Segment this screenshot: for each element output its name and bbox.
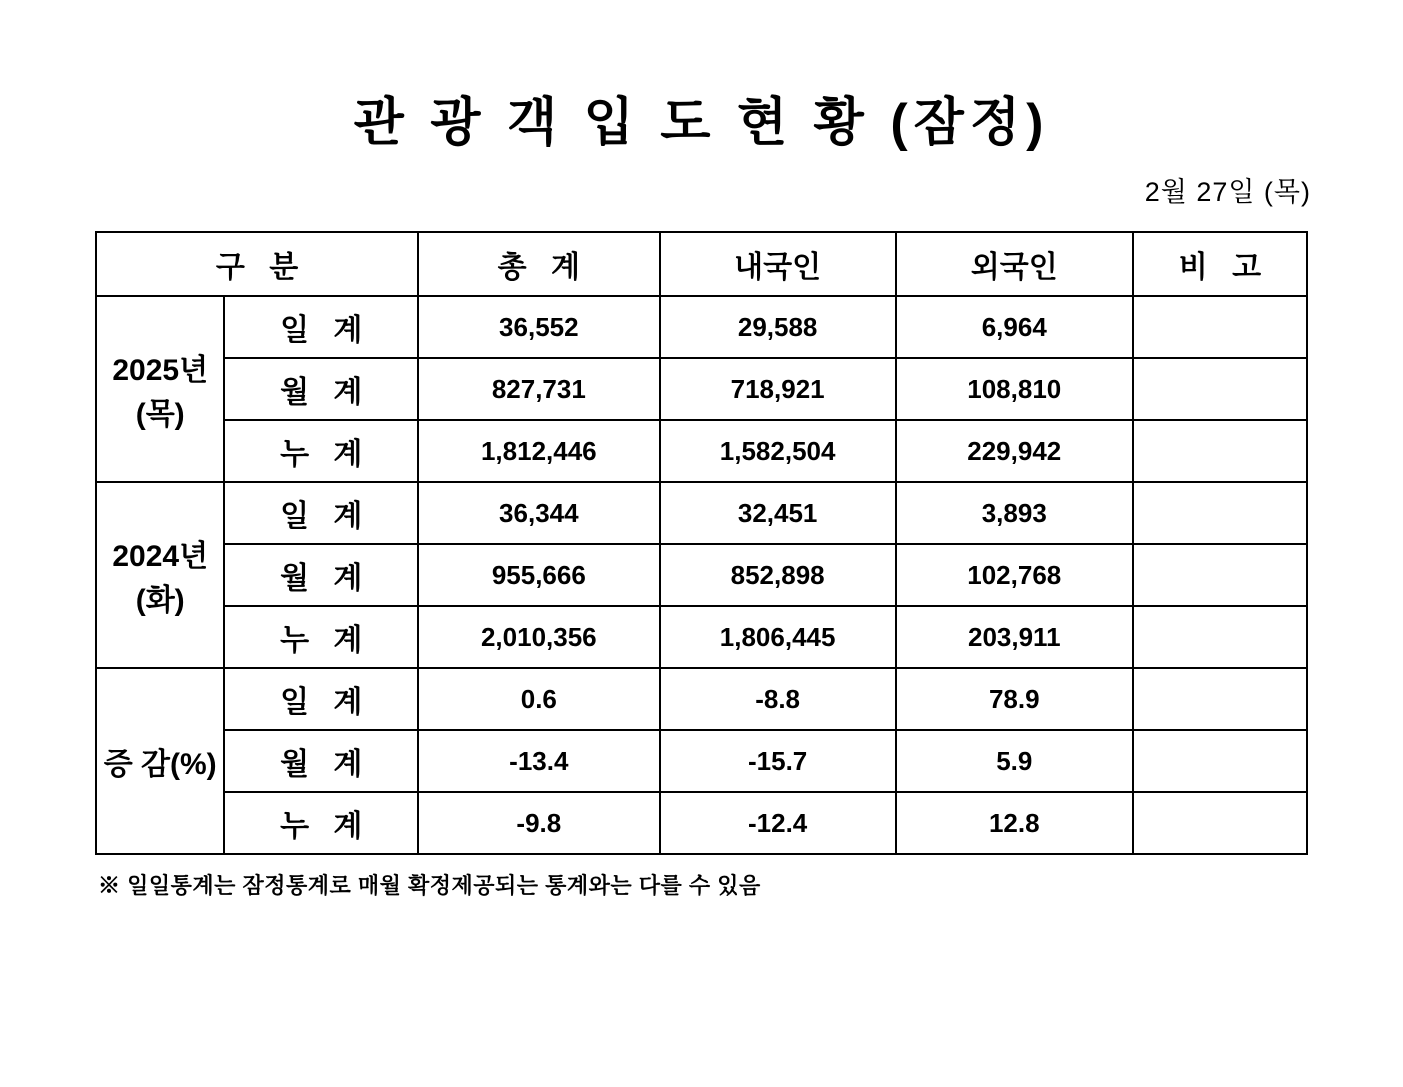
value-total: -13.4 <box>418 730 660 792</box>
document-page <box>0 95 1403 1087</box>
header-total: 총 계 <box>418 232 660 296</box>
value-foreign: 78.9 <box>896 668 1133 730</box>
value-domestic: 1,806,445 <box>660 606 896 668</box>
group-label-2: 증 감(%) <box>96 668 224 854</box>
table-row <box>96 668 1307 730</box>
value-remark <box>1133 606 1307 668</box>
table-row <box>96 296 1307 358</box>
value-foreign: 108,810 <box>896 358 1133 420</box>
period-label: 월 계 <box>224 358 418 420</box>
period-label: 일 계 <box>224 296 418 358</box>
table-row <box>96 730 1307 792</box>
value-domestic: 852,898 <box>660 544 896 606</box>
header-domestic: 내국인 <box>660 232 896 296</box>
period-label: 누 계 <box>224 420 418 482</box>
group-label-1: 2024년(화) <box>96 482 224 668</box>
value-total: 1,812,446 <box>418 420 660 482</box>
page-title: 관 광 객 입 도 현 황 (잠정) <box>353 94 1050 152</box>
statistics-table <box>95 231 1308 855</box>
table-header-row <box>96 232 1307 296</box>
value-remark <box>1133 668 1307 730</box>
value-domestic: -8.8 <box>660 668 896 730</box>
value-remark <box>1133 420 1307 482</box>
table-row <box>96 544 1307 606</box>
group-label-0: 2025년(목) <box>96 296 224 482</box>
value-domestic: -15.7 <box>660 730 896 792</box>
value-remark <box>1133 544 1307 606</box>
value-foreign: 6,964 <box>896 296 1133 358</box>
value-domestic: 718,921 <box>660 358 896 420</box>
value-foreign: 5.9 <box>896 730 1133 792</box>
period-label: 누 계 <box>224 606 418 668</box>
header-remark: 비 고 <box>1133 232 1307 296</box>
value-total: 955,666 <box>418 544 660 606</box>
value-remark <box>1133 358 1307 420</box>
value-remark <box>1133 792 1307 854</box>
value-foreign: 3,893 <box>896 482 1133 544</box>
value-foreign: 102,768 <box>896 544 1133 606</box>
value-total: 827,731 <box>418 358 660 420</box>
table-row <box>96 606 1307 668</box>
value-remark <box>1133 482 1307 544</box>
period-label: 일 계 <box>224 668 418 730</box>
value-total: 36,552 <box>418 296 660 358</box>
header-category: 구 분 <box>96 232 418 296</box>
period-label: 누 계 <box>224 792 418 854</box>
statistics-table-wrapper <box>0 231 1403 855</box>
table-row <box>96 482 1307 544</box>
value-foreign: 203,911 <box>896 606 1133 668</box>
table-row <box>96 420 1307 482</box>
period-label: 월 계 <box>224 544 418 606</box>
period-label: 일 계 <box>224 482 418 544</box>
value-foreign: 229,942 <box>896 420 1133 482</box>
table-row <box>96 358 1307 420</box>
value-domestic: -12.4 <box>660 792 896 854</box>
value-remark <box>1133 296 1307 358</box>
value-foreign: 12.8 <box>896 792 1133 854</box>
value-domestic: 32,451 <box>660 482 896 544</box>
value-domestic: 1,582,504 <box>660 420 896 482</box>
value-total: 2,010,356 <box>418 606 660 668</box>
value-total: 36,344 <box>418 482 660 544</box>
report-date: 2월 27일 (목) <box>1144 177 1311 208</box>
value-total: 0.6 <box>418 668 660 730</box>
header-foreign: 외국인 <box>896 232 1133 296</box>
value-domestic: 29,588 <box>660 296 896 358</box>
table-row <box>96 792 1307 854</box>
footnote: ※ 일일통계는 잠정통계로 매월 확정제공되는 통계와는 다를 수 있음 <box>98 873 761 899</box>
value-total: -9.8 <box>418 792 660 854</box>
period-label: 월 계 <box>224 730 418 792</box>
value-remark <box>1133 730 1307 792</box>
